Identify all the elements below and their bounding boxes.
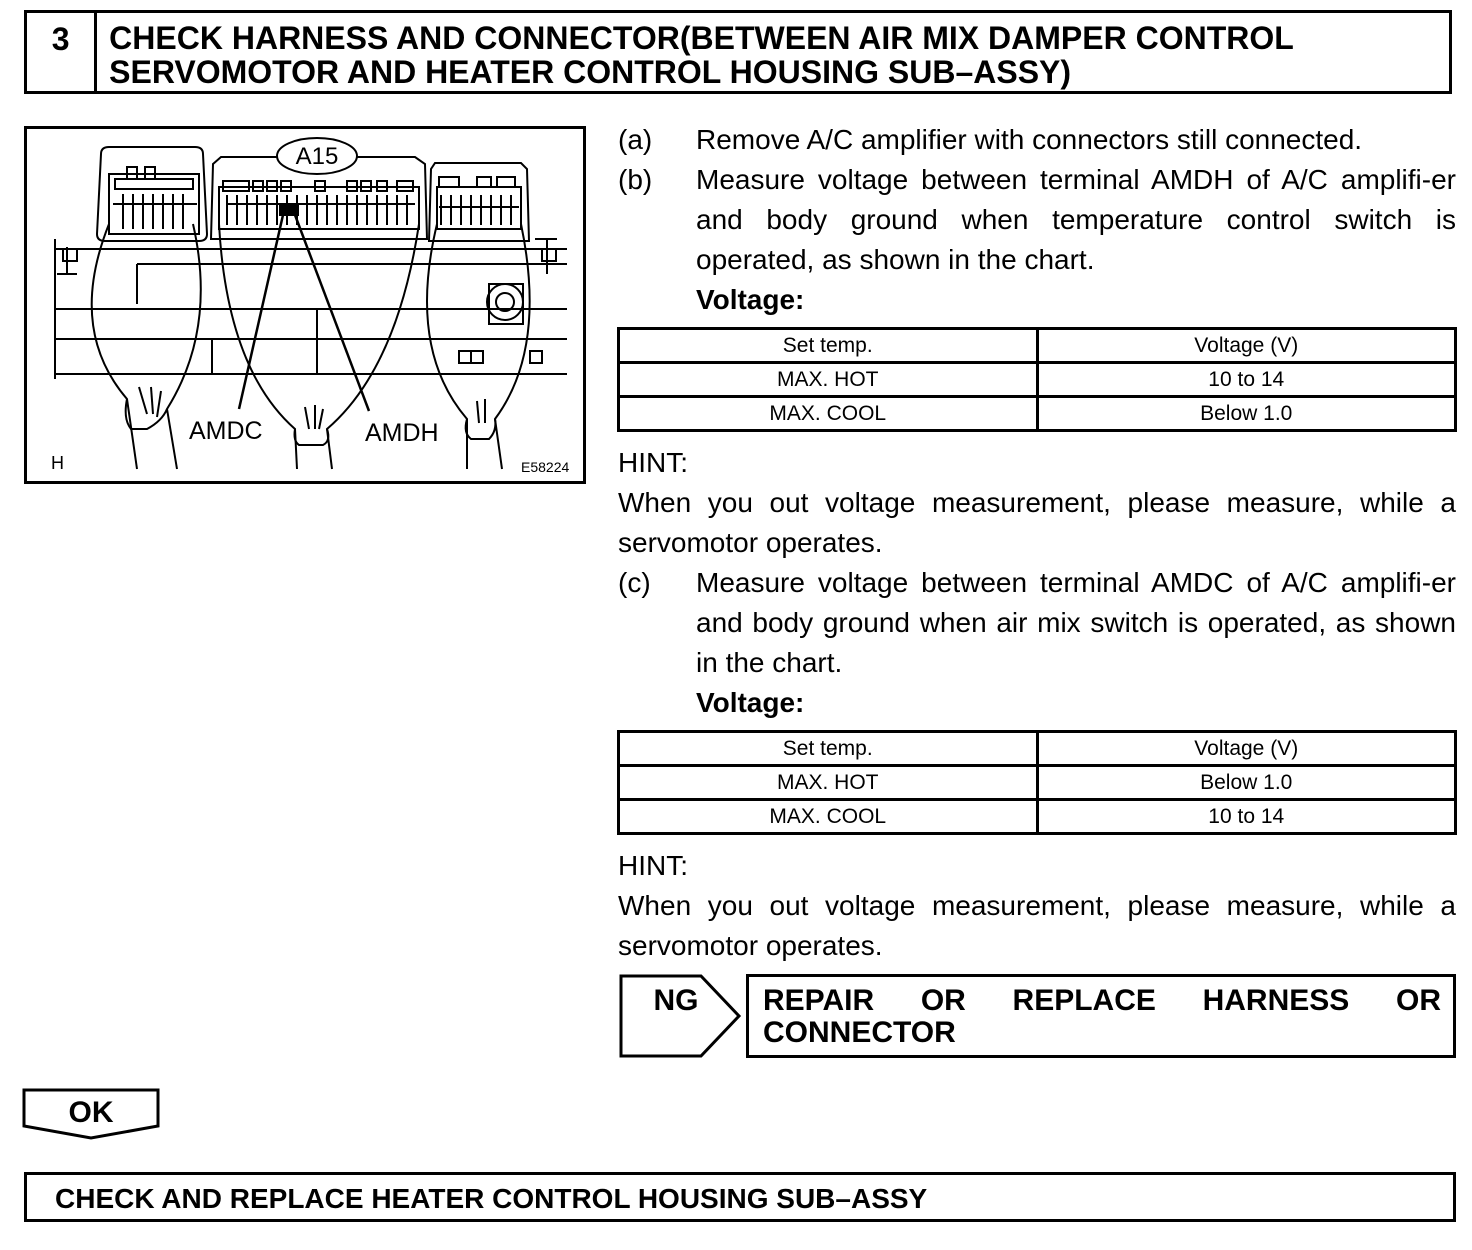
step-a-label: (a) — [618, 124, 653, 155]
table-header-cell: Set temp. — [619, 732, 1038, 766]
table-cell: MAX. HOT — [619, 363, 1038, 397]
figure-code: E58224 — [521, 459, 570, 475]
step-c-label: (c) — [618, 567, 651, 598]
terminal-amdh-label: AMDH — [365, 419, 439, 447]
table-row — [619, 363, 1456, 397]
table-row — [619, 766, 1456, 800]
connector-label: A15 — [295, 143, 339, 170]
table-header-row — [619, 329, 1456, 363]
table-header-row — [619, 732, 1456, 766]
table-cell: Below 1.0 — [1037, 397, 1456, 431]
terminal-amdc-label: AMDC — [189, 417, 263, 445]
table-cell: MAX. COOL — [619, 800, 1038, 834]
connector-diagram — [24, 126, 586, 484]
table-row — [619, 800, 1456, 834]
final-step-box: CHECK AND REPLACE HEATER CONTROL HOUSING SUB–ASSY — [24, 1172, 1456, 1222]
table-header-cell: Voltage (V) — [1037, 732, 1456, 766]
table-cell: MAX. COOL — [619, 397, 1038, 431]
figure-corner-letter: H — [51, 453, 64, 473]
voltage-label-2: Voltage: — [696, 687, 805, 718]
table-row — [619, 397, 1456, 431]
table-cell: 10 to 14 — [1037, 800, 1456, 834]
step-c-text: Measure voltage between terminal AMDC of A/C amplifi-er and body ground when air mix switch is operated, as shown in the chart. — [696, 567, 1456, 678]
table-cell: MAX. HOT — [619, 766, 1038, 800]
step-title: CHECK HARNESS AND CONNECTOR(BETWEEN AIR MIX DAMPER CONTROL SERVOMOTOR AND HEATER CONTROL HOUSING SUB–ASSY) — [109, 20, 1294, 90]
step-b-label: (b) — [618, 164, 653, 195]
step-number: 3 — [27, 13, 97, 91]
step-header — [24, 10, 1452, 94]
ok-label: OK — [68, 1096, 114, 1129]
step-b-text: Measure voltage between terminal AMDH of A/C amplifi-er and body ground when temperature control switch is operated, as shown in the chart. — [696, 164, 1456, 275]
hint-text-1: When you out voltage measurement, please measure, while a servomotor operates. — [618, 487, 1456, 558]
voltage-table-2 — [617, 730, 1457, 835]
ng-action-box: REPAIR OR REPLACE HARNESS OR CONNECTOR — [746, 974, 1456, 1058]
connector-illustration — [27, 129, 583, 481]
step-a-text: Remove A/C amplifier with connectors still connected. — [696, 124, 1363, 155]
hint-label-2: HINT: — [618, 850, 688, 881]
voltage-label-1: Voltage: — [696, 284, 805, 315]
ng-label: NG — [653, 984, 699, 1017]
table-header-cell: Set temp. — [619, 329, 1038, 363]
hint-text-2: When you out voltage measurement, please measure, while a servomotor operates. — [618, 890, 1456, 961]
voltage-table-1 — [617, 327, 1457, 432]
table-cell: 10 to 14 — [1037, 363, 1456, 397]
table-header-cell: Voltage (V) — [1037, 329, 1456, 363]
hint-label-1: HINT: — [618, 447, 688, 478]
table-cell: Below 1.0 — [1037, 766, 1456, 800]
